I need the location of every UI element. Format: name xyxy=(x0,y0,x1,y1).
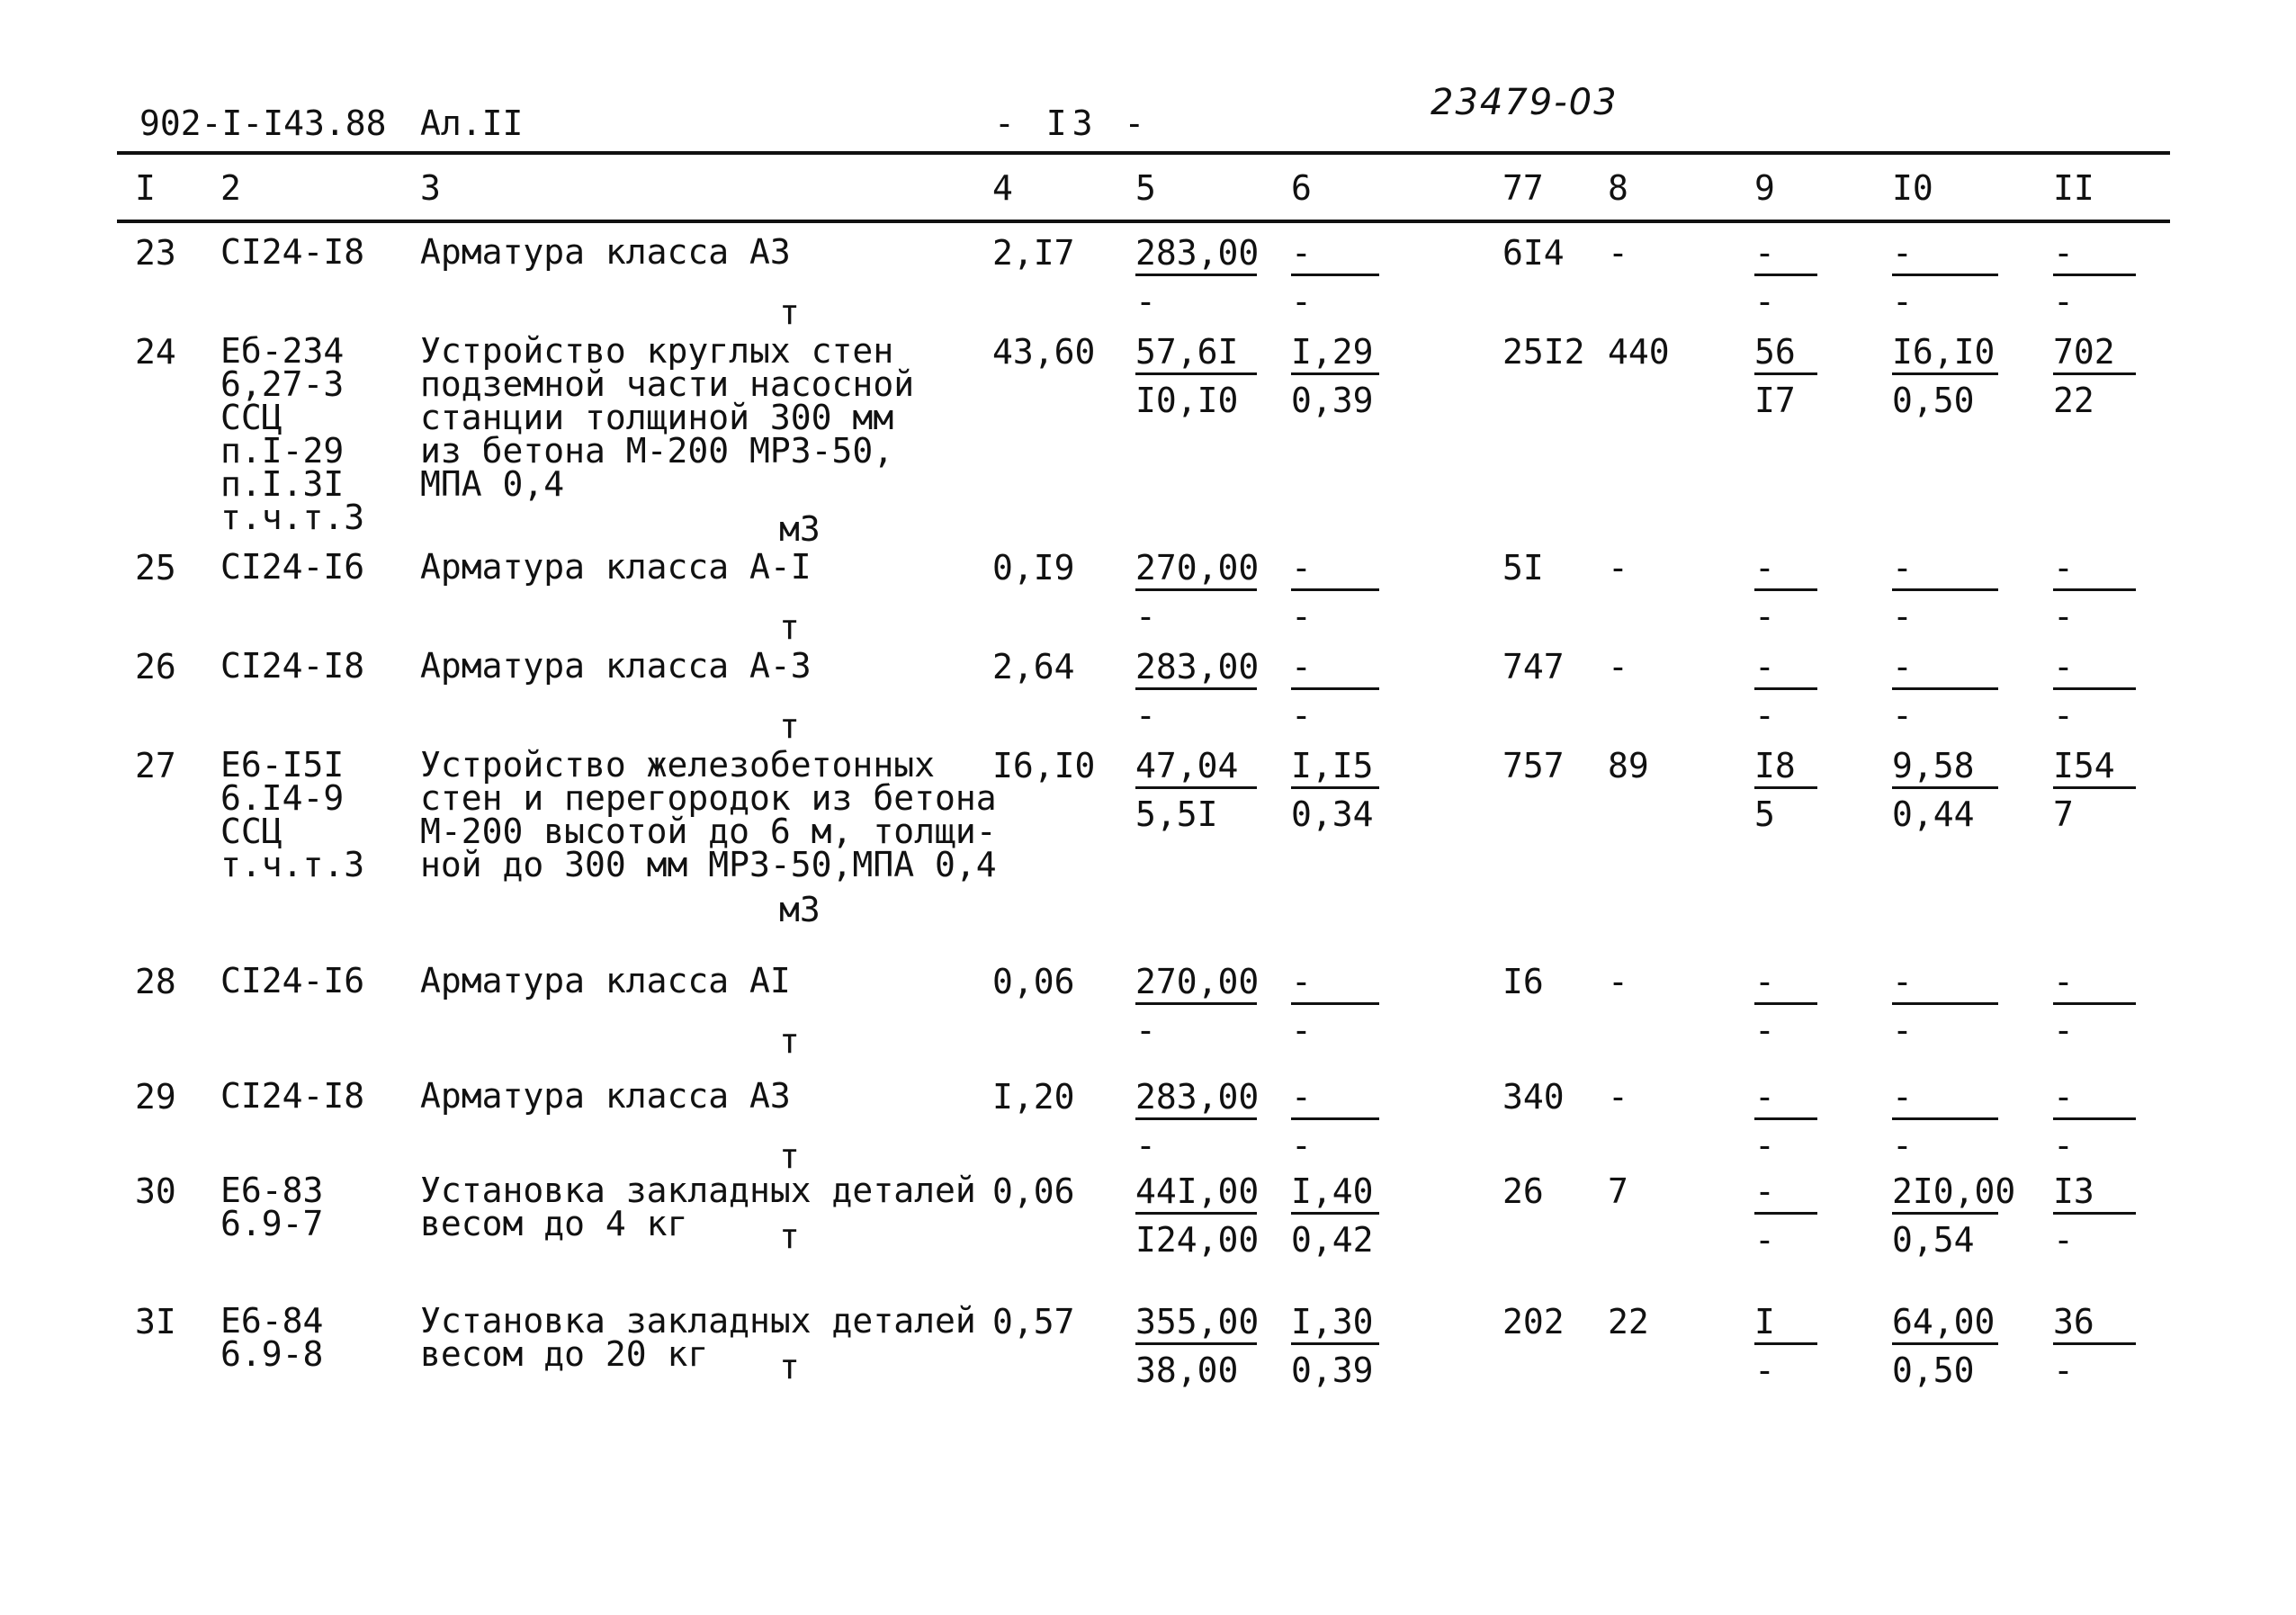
value-c9-bottom: - xyxy=(1754,695,1775,735)
value-c10-top: 64,00 xyxy=(1892,1302,1996,1341)
value-c8: - xyxy=(1608,1077,1628,1117)
value-c11-bottom: - xyxy=(2053,1010,2074,1050)
value-c9-bottom: I7 xyxy=(1754,381,1796,420)
column-header-9: 9 xyxy=(1754,168,1775,208)
underline-c5 xyxy=(1135,1212,1257,1215)
underline-c9 xyxy=(1754,1342,1817,1345)
value-c7: 26 xyxy=(1502,1171,1544,1211)
rate-code: CI24-I6 xyxy=(220,547,365,587)
value-c10-bottom: 0,50 xyxy=(1892,381,1975,420)
underline-c11 xyxy=(2053,1117,2136,1120)
underline-c9 xyxy=(1754,1117,1817,1120)
underline-c5 xyxy=(1135,372,1257,375)
column-header-5: 5 xyxy=(1135,168,1156,208)
value-c8: - xyxy=(1608,962,1628,1001)
rate-code: Еб-234 6,27-3 ССЦ п.I-29 п.I.3I т.ч.т.3 xyxy=(220,331,365,537)
value-c9-bottom: - xyxy=(1754,1010,1775,1050)
value-c7: 340 xyxy=(1502,1077,1565,1117)
underline-c10 xyxy=(1892,372,1998,375)
value-c6-top: I,I5 xyxy=(1291,746,1374,785)
value-c11-bottom: - xyxy=(2053,1350,2074,1390)
underline-c11 xyxy=(2053,786,2136,789)
underline-c10 xyxy=(1892,1212,1998,1215)
value-c5-top: 270,00 xyxy=(1135,548,1260,588)
value-c10-top: - xyxy=(1892,1077,1913,1117)
value-c7: I6 xyxy=(1502,962,1544,1001)
unit-mark: т xyxy=(779,1136,800,1176)
value-c11-top: 36 xyxy=(2053,1302,2094,1341)
value-c6-top: I,29 xyxy=(1291,332,1374,372)
quantity: 0,06 xyxy=(992,1171,1075,1211)
quantity: I,20 xyxy=(992,1077,1075,1117)
value-c8: - xyxy=(1608,548,1628,588)
row-number: 25 xyxy=(135,548,176,588)
value-c7: 5I xyxy=(1502,548,1544,588)
underline-c6 xyxy=(1291,372,1379,375)
underline-c10 xyxy=(1892,1002,1998,1005)
album-label: Ал.II xyxy=(420,103,524,143)
underline-c6 xyxy=(1291,1117,1379,1120)
value-c9-bottom: - xyxy=(1754,282,1775,321)
unit-mark: т xyxy=(779,292,800,332)
column-header-11: II xyxy=(2053,168,2094,208)
unit-mark: т xyxy=(779,706,800,746)
underline-c9 xyxy=(1754,687,1817,690)
underline-c10 xyxy=(1892,1342,1998,1345)
value-c11-bottom: - xyxy=(2053,282,2074,321)
value-c10-top: - xyxy=(1892,962,1913,1001)
underline-c5 xyxy=(1135,687,1257,690)
header-rule-bottom xyxy=(117,220,2170,223)
row-number: 30 xyxy=(135,1171,176,1211)
unit-mark: м3 xyxy=(779,890,821,929)
value-c11-top: - xyxy=(2053,1077,2074,1117)
value-c9-top: - xyxy=(1754,647,1775,686)
row-number: 3I xyxy=(135,1302,176,1341)
unit-mark: м3 xyxy=(779,509,821,549)
value-c5-top: 283,00 xyxy=(1135,233,1260,273)
page-number: - I3 - xyxy=(994,103,1151,143)
value-c5-bottom: - xyxy=(1135,1010,1156,1050)
value-c8: 22 xyxy=(1608,1302,1649,1341)
value-c8: - xyxy=(1608,647,1628,686)
value-c5-top: 44I,00 xyxy=(1135,1171,1260,1211)
underline-c6 xyxy=(1291,1212,1379,1215)
value-c5-bottom: - xyxy=(1135,695,1156,735)
value-c6-top: - xyxy=(1291,548,1312,588)
value-c6-bottom: 0,39 xyxy=(1291,381,1374,420)
value-c8: 89 xyxy=(1608,746,1649,785)
value-c10-top: - xyxy=(1892,233,1913,273)
quantity: 43,60 xyxy=(992,332,1096,372)
underline-c10 xyxy=(1892,1117,1998,1120)
underline-c5 xyxy=(1135,1342,1257,1345)
quantity: 0,57 xyxy=(992,1302,1075,1341)
underline-c10 xyxy=(1892,274,1998,276)
underline-c10 xyxy=(1892,687,1998,690)
value-c11-top: 702 xyxy=(2053,332,2115,372)
rate-code: Е6-I5I 6.I4-9 ССЦ т.ч.т.3 xyxy=(220,745,365,884)
value-c10-bottom: 0,54 xyxy=(1892,1220,1975,1260)
value-c5-top: 47,04 xyxy=(1135,746,1239,785)
value-c8: - xyxy=(1608,233,1628,273)
work-description: Установка закладных деталей весом до 20 кг xyxy=(420,1301,976,1374)
value-c10-top: I6,I0 xyxy=(1892,332,1996,372)
underline-c5 xyxy=(1135,786,1257,789)
value-c5-top: 355,00 xyxy=(1135,1302,1260,1341)
underline-c6 xyxy=(1291,1002,1379,1005)
column-header-2: 2 xyxy=(220,168,241,208)
value-c5-top: 57,6I xyxy=(1135,332,1239,372)
row-number: 23 xyxy=(135,233,176,273)
underline-c6 xyxy=(1291,274,1379,276)
value-c10-bottom: - xyxy=(1892,282,1913,321)
rate-code: CI24-I8 xyxy=(220,232,365,272)
value-c8: 7 xyxy=(1608,1171,1628,1211)
value-c5-bottom: I0,I0 xyxy=(1135,381,1239,420)
value-c9-top: I xyxy=(1754,1302,1775,1341)
value-c9-top: 56 xyxy=(1754,332,1796,372)
value-c9-bottom: - xyxy=(1754,1350,1775,1390)
handwritten-number: 23479-03 xyxy=(1431,82,1619,123)
column-header-7: 77 xyxy=(1502,168,1544,208)
work-description: Арматура класса А-I xyxy=(420,547,812,587)
value-c7: 25I2 xyxy=(1502,332,1585,372)
value-c5-bottom: 38,00 xyxy=(1135,1350,1239,1390)
column-header-8: 8 xyxy=(1608,168,1628,208)
underline-c5 xyxy=(1135,274,1257,276)
value-c5-bottom: - xyxy=(1135,1126,1156,1165)
value-c6-bottom: 0,34 xyxy=(1291,794,1374,834)
value-c11-bottom: 7 xyxy=(2053,794,2074,834)
underline-c11 xyxy=(2053,274,2136,276)
value-c6-bottom: - xyxy=(1291,1010,1312,1050)
underline-c11 xyxy=(2053,372,2136,375)
value-c10-bottom: 0,50 xyxy=(1892,1350,1975,1390)
value-c11-top: - xyxy=(2053,233,2074,273)
value-c11-bottom: - xyxy=(2053,597,2074,636)
value-c6-top: - xyxy=(1291,1077,1312,1117)
header-rule-top xyxy=(117,151,2170,155)
underline-c6 xyxy=(1291,687,1379,690)
value-c11-bottom: - xyxy=(2053,1220,2074,1260)
value-c9-top: - xyxy=(1754,233,1775,273)
work-description: Установка закладных деталей весом до 4 кг xyxy=(420,1171,976,1243)
underline-c11 xyxy=(2053,588,2136,591)
value-c7: 202 xyxy=(1502,1302,1565,1341)
underline-c11 xyxy=(2053,1342,2136,1345)
value-c6-bottom: - xyxy=(1291,282,1312,321)
value-c6-bottom: - xyxy=(1291,695,1312,735)
value-c9-top: I8 xyxy=(1754,746,1796,785)
value-c9-top: - xyxy=(1754,548,1775,588)
rate-code: CI24-I8 xyxy=(220,646,365,686)
rate-code: Е6-84 6.9-8 xyxy=(220,1301,324,1374)
value-c9-bottom: - xyxy=(1754,597,1775,636)
value-c10-top: 2I0,00 xyxy=(1892,1171,2016,1211)
value-c6-top: I,40 xyxy=(1291,1171,1374,1211)
underline-c5 xyxy=(1135,1117,1257,1120)
value-c9-top: - xyxy=(1754,1171,1775,1211)
value-c11-bottom: - xyxy=(2053,1126,2074,1165)
underline-c11 xyxy=(2053,1002,2136,1005)
underline-c11 xyxy=(2053,1212,2136,1215)
value-c11-bottom: - xyxy=(2053,695,2074,735)
quantity: I6,I0 xyxy=(992,746,1096,785)
underline-c9 xyxy=(1754,274,1817,276)
doc-code: 902-I-I43.88 xyxy=(139,103,387,143)
quantity: 2,64 xyxy=(992,647,1075,686)
value-c5-bottom: 5,5I xyxy=(1135,794,1218,834)
value-c6-top: I,30 xyxy=(1291,1302,1374,1341)
value-c6-bottom: 0,39 xyxy=(1291,1350,1374,1390)
underline-c6 xyxy=(1291,588,1379,591)
value-c5-bottom: - xyxy=(1135,597,1156,636)
unit-mark: т xyxy=(779,1021,800,1061)
work-description: Устройство круглых стен подземной части насосной станции толщиной 300 мм из бетона М-200 МРЗ-50, МПА 0,4 xyxy=(420,331,915,504)
value-c11-top: - xyxy=(2053,962,2074,1001)
value-c8: 440 xyxy=(1608,332,1670,372)
underline-c9 xyxy=(1754,588,1817,591)
underline-c11 xyxy=(2053,687,2136,690)
column-header-3: 3 xyxy=(420,168,441,208)
value-c5-top: 270,00 xyxy=(1135,962,1260,1001)
value-c10-bottom: - xyxy=(1892,1126,1913,1165)
rate-code: CI24-I6 xyxy=(220,961,365,1000)
unit-mark: т xyxy=(779,1347,800,1386)
underline-c5 xyxy=(1135,588,1257,591)
value-c11-top: I3 xyxy=(2053,1171,2094,1211)
work-description: Арматура класса А3 xyxy=(420,232,791,272)
quantity: 0,I9 xyxy=(992,548,1075,588)
work-description: Арматура класса А3 xyxy=(420,1076,791,1116)
value-c9-top: - xyxy=(1754,1077,1775,1117)
value-c6-bottom: 0,42 xyxy=(1291,1220,1374,1260)
value-c10-bottom: 0,44 xyxy=(1892,794,1975,834)
quantity: 2,I7 xyxy=(992,233,1075,273)
value-c5-top: 283,00 xyxy=(1135,1077,1260,1117)
value-c7: 747 xyxy=(1502,647,1565,686)
underline-c9 xyxy=(1754,1212,1817,1215)
underline-c10 xyxy=(1892,786,1998,789)
value-c9-top: - xyxy=(1754,962,1775,1001)
underline-c10 xyxy=(1892,588,1998,591)
value-c7: 757 xyxy=(1502,746,1565,785)
value-c10-top: - xyxy=(1892,548,1913,588)
unit-mark: т xyxy=(779,1216,800,1256)
value-c10-bottom: - xyxy=(1892,1010,1913,1050)
value-c5-top: 283,00 xyxy=(1135,647,1260,686)
underline-c9 xyxy=(1754,372,1817,375)
column-header-4: 4 xyxy=(992,168,1013,208)
underline-c6 xyxy=(1291,1342,1379,1345)
row-number: 29 xyxy=(135,1077,176,1117)
value-c6-top: - xyxy=(1291,647,1312,686)
row-number: 28 xyxy=(135,962,176,1001)
value-c9-bottom: - xyxy=(1754,1220,1775,1260)
value-c10-top: 9,58 xyxy=(1892,746,1975,785)
value-c6-top: - xyxy=(1291,233,1312,273)
value-c10-bottom: - xyxy=(1892,597,1913,636)
unit-mark: т xyxy=(779,607,800,647)
rate-code: Е6-83 6.9-7 xyxy=(220,1171,324,1243)
value-c11-top: I54 xyxy=(2053,746,2115,785)
underline-c9 xyxy=(1754,786,1817,789)
underline-c9 xyxy=(1754,1002,1817,1005)
row-number: 24 xyxy=(135,332,176,372)
column-header-1: I xyxy=(135,168,156,208)
column-header-6: 6 xyxy=(1291,168,1312,208)
work-description: Устройство железобетонных стен и перегородок из бетона М-200 высотой до 6 м, толщи- ной до 300 мм МРЗ-50,МПА 0,4 xyxy=(420,745,997,884)
rate-code: CI24-I8 xyxy=(220,1076,365,1116)
underline-c6 xyxy=(1291,786,1379,789)
value-c11-top: - xyxy=(2053,548,2074,588)
value-c10-top: - xyxy=(1892,647,1913,686)
value-c11-bottom: 22 xyxy=(2053,381,2094,420)
value-c7: 6I4 xyxy=(1502,233,1565,273)
value-c6-bottom: - xyxy=(1291,1126,1312,1165)
value-c11-top: - xyxy=(2053,647,2074,686)
underline-c5 xyxy=(1135,1002,1257,1005)
work-description: Арматура класса А-3 xyxy=(420,646,812,686)
column-header-10: I0 xyxy=(1892,168,1933,208)
value-c6-bottom: - xyxy=(1291,597,1312,636)
value-c5-bottom: I24,00 xyxy=(1135,1220,1260,1260)
value-c5-bottom: - xyxy=(1135,282,1156,321)
value-c9-bottom: - xyxy=(1754,1126,1775,1165)
value-c6-top: - xyxy=(1291,962,1312,1001)
value-c10-bottom: - xyxy=(1892,695,1913,735)
value-c9-bottom: 5 xyxy=(1754,794,1775,834)
row-number: 26 xyxy=(135,647,176,686)
row-number: 27 xyxy=(135,746,176,785)
work-description: Арматура класса АI xyxy=(420,961,791,1000)
quantity: 0,06 xyxy=(992,962,1075,1001)
